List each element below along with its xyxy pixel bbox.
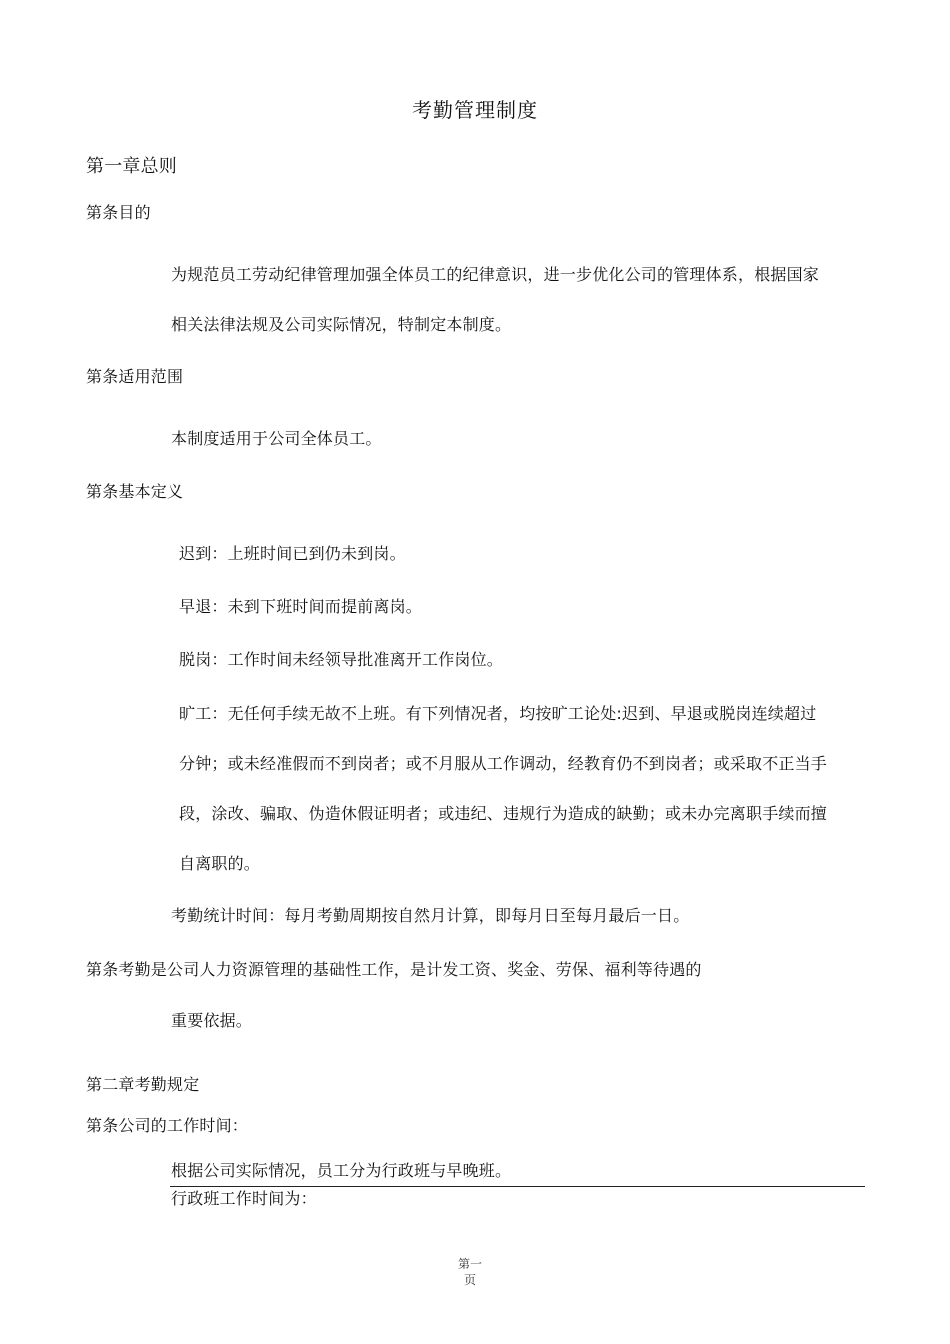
page-footer-line-1: 第一	[457, 1257, 482, 1271]
chapter-heading-2: 第二章考勤规定	[86, 1075, 200, 1094]
definition-absenteeism-line-2: 分钟；或未经准假而不到岗者；或不月服从工作调动，经教育仍不到岗者；或采取不正当手	[179, 754, 828, 773]
paragraph-work-hours-line-2: 行政班工作时间为：	[171, 1189, 317, 1208]
paragraph-work-hours-line-1: 根据公司实际情况，员工分为行政班与早晚班。	[171, 1161, 512, 1180]
paragraph-scope: 本制度适用于公司全体员工。	[171, 429, 382, 448]
definition-absenteeism-line-1: 旷工：无任何手续无故不上班。有下列情况者，均按旷工论处:迟到、早退或脱岗连续超过	[179, 704, 817, 723]
article-basis-line-2: 重要依据。	[171, 1011, 253, 1030]
definition-late: 迟到：上班时间已到仍未到岗。	[179, 544, 406, 563]
horizontal-rule	[170, 1186, 865, 1187]
definition-absent-from-post: 脱岗：工作时间未经领导批准离开工作岗位。	[179, 650, 504, 669]
paragraph-statistics-period: 考勤统计时间：每月考勤周期按自然月计算，即每月日至每月最后一日。	[171, 906, 690, 925]
paragraph-purpose-line-1: 为规范员工劳动纪律管理加强全体员工的纪律意识，进一步优化公司的管理体系，根据国家	[171, 265, 820, 284]
definition-absenteeism-line-3: 段，涂改、骗取、伪造休假证明者；或违纪、违规行为造成的缺勤；或未办完离职手续而擅	[179, 804, 828, 823]
page-footer-line-2: 页	[463, 1273, 476, 1287]
article-heading-work-hours: 第条公司的工作时间：	[86, 1116, 249, 1135]
definition-early-leave: 早退：未到下班时间而提前离岗。	[179, 597, 423, 616]
chapter-heading-1: 第一章总则	[86, 156, 177, 177]
article-heading-definitions: 第条基本定义	[86, 482, 184, 501]
article-basis-line-1: 第条考勤是公司人力资源管理的基础性工作，是计发工资、奖金、劳保、福利等待遇的	[86, 960, 702, 979]
article-heading-purpose: 第条目的	[86, 203, 151, 222]
paragraph-purpose-line-2: 相关法律法规及公司实际情况，特制定本制度。	[171, 315, 512, 334]
article-heading-scope: 第条适用范围	[86, 367, 184, 386]
document-title: 考勤管理制度	[412, 98, 538, 122]
definition-absenteeism-line-4: 自离职的。	[179, 854, 261, 873]
